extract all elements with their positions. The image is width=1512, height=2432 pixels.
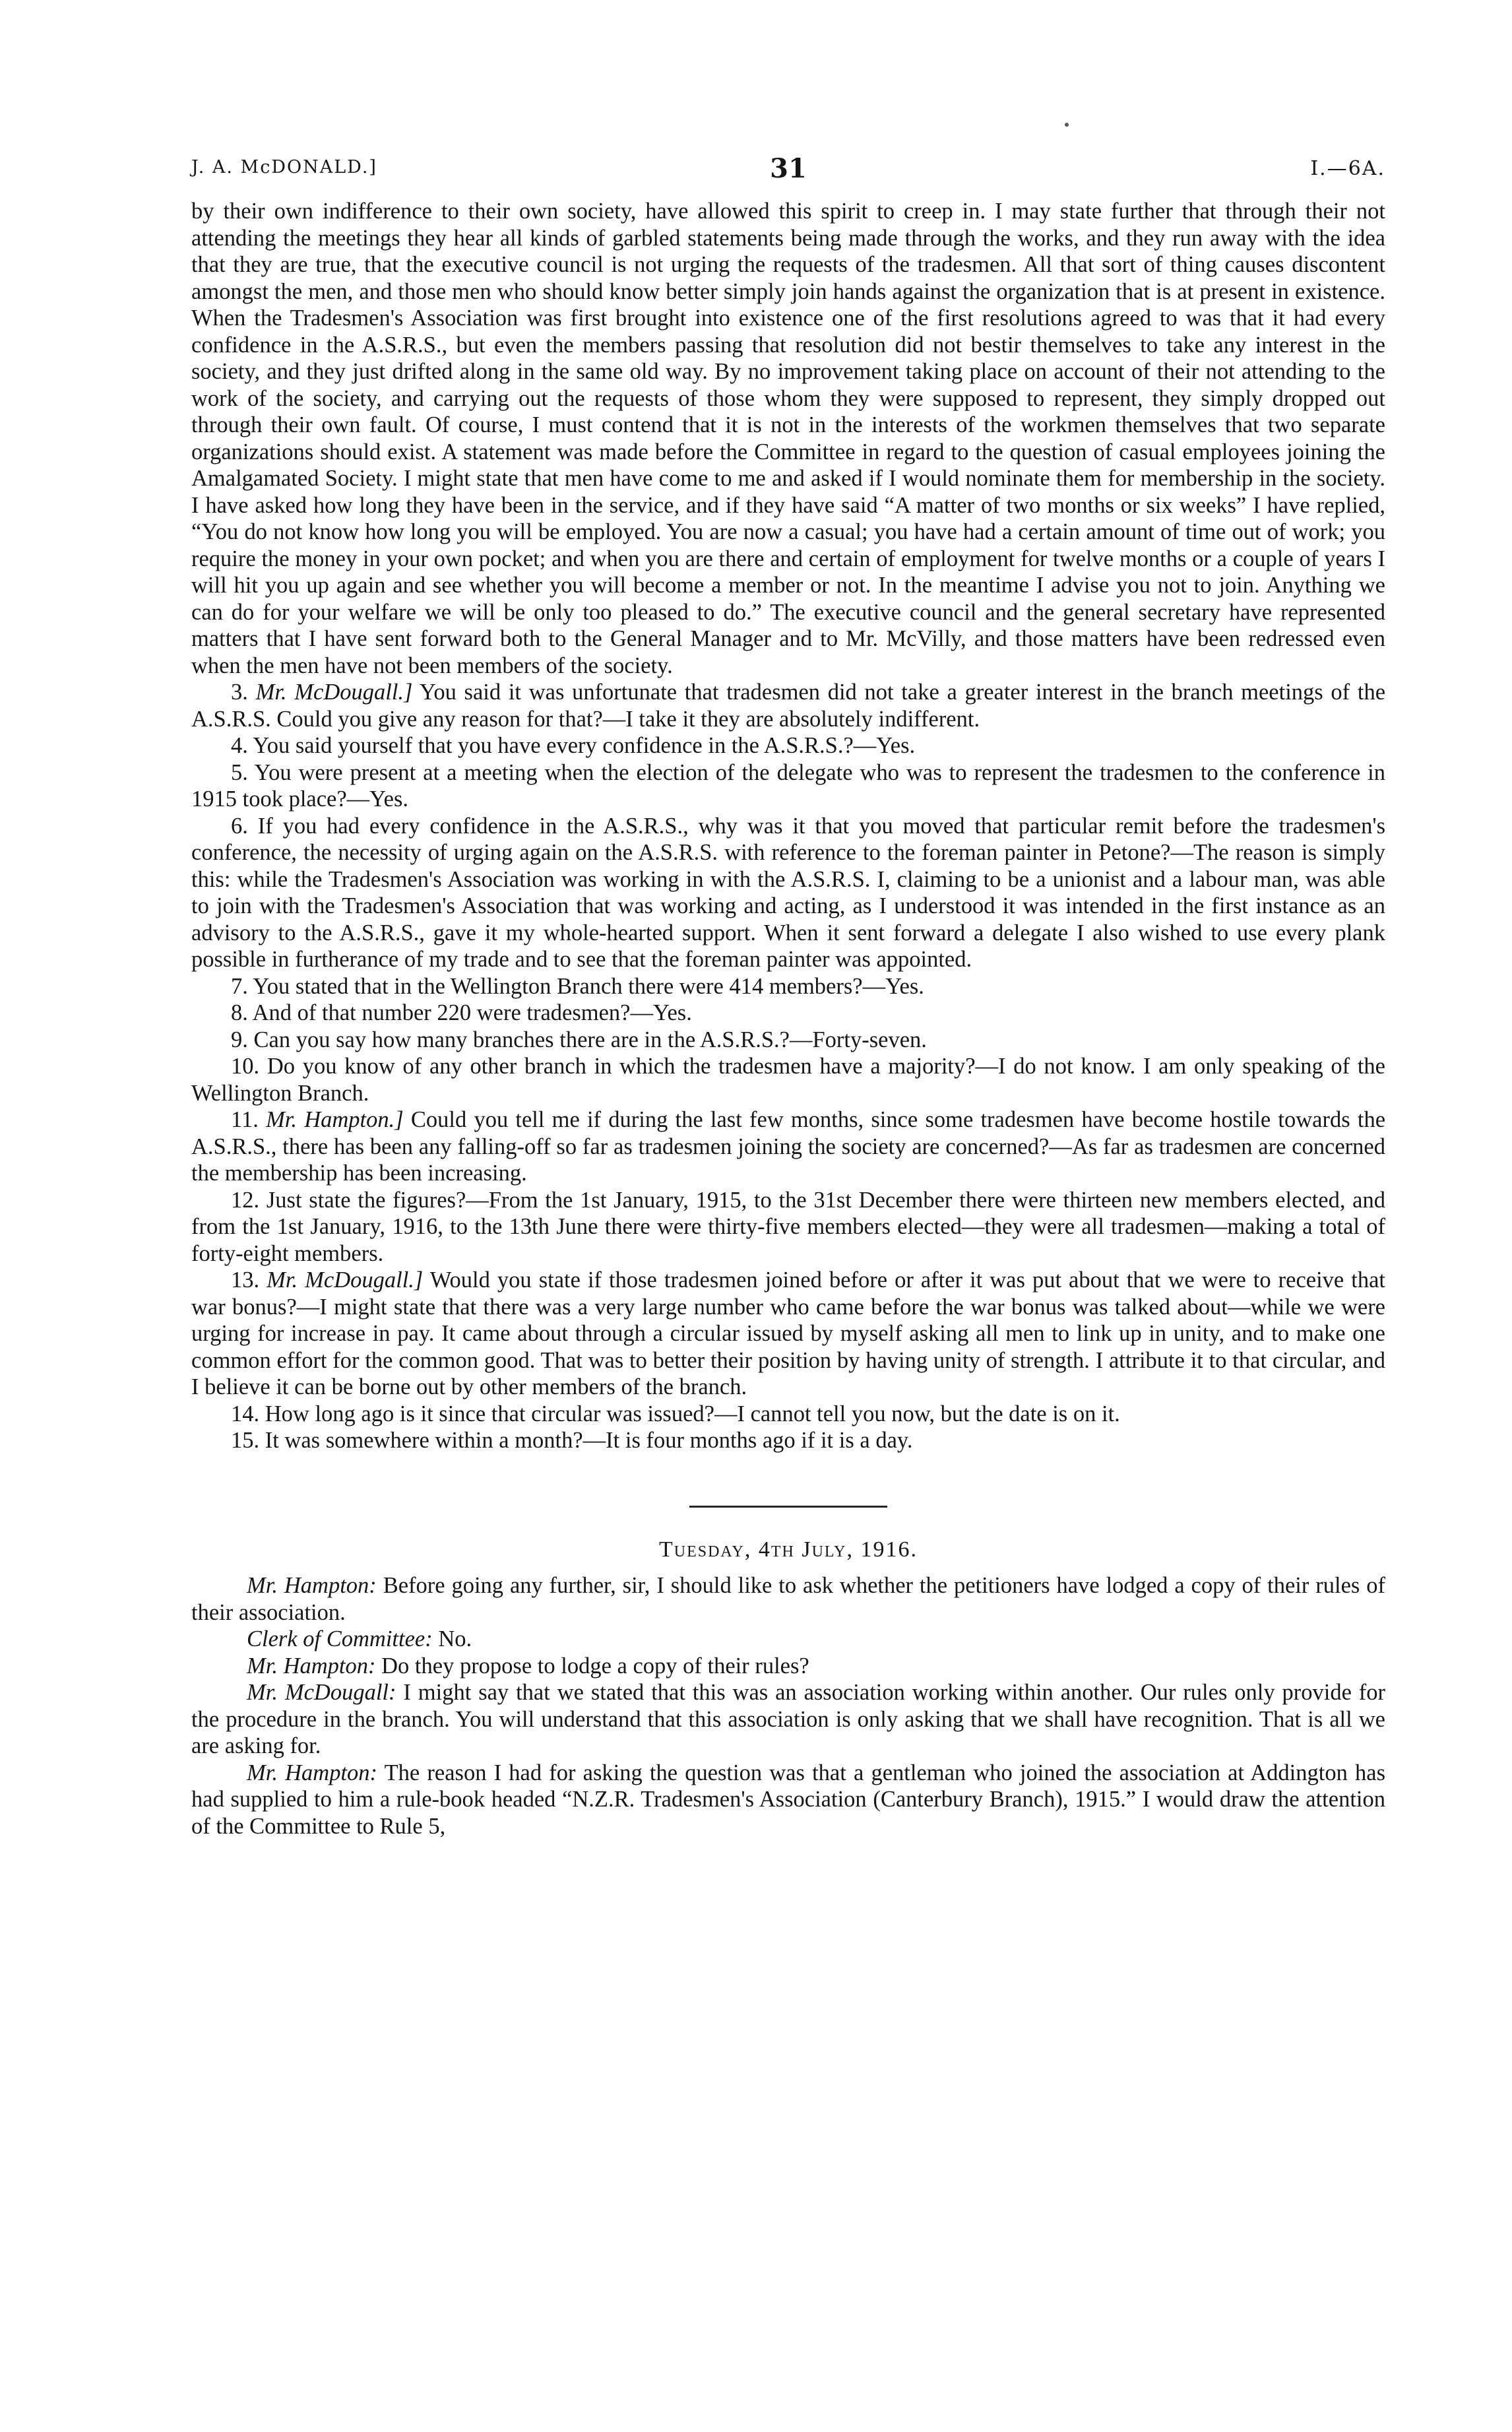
section-divider xyxy=(689,1506,887,1508)
question-number: 14. xyxy=(231,1401,260,1426)
question-number: 5. xyxy=(231,759,248,785)
question-number: 15. xyxy=(231,1428,260,1453)
question-number: 4. xyxy=(231,733,248,758)
speck-mark xyxy=(1065,123,1069,127)
header-paper-reference: I.—6A. xyxy=(1310,157,1385,180)
opening-paragraph: by their own indifference to their own society, have allowed this spirit to creep in. I may state further that through their not attending the meetings they hear all kinds of garbled statements being made through the works, and they run away with the idea that they are true, that the executive council is not urging the requests of the tradesmen. All that sort of thing causes discontent amongst the men, and those men who should know better simply join hands against the organization that is at present in existence. When the Tradesmen's Association was first brought into existence one of the first resolutions agreed to was that it had every confidence in the A.S.R.S., but even the members passing that resolution did not bestir themselves to take any interest in the society, and they just drifted along in the same old way. By no improvement taking place on account of their not attending to the work of the society, and carrying out the requests of those whom they were supposed to represent, they simply dropped out through their own fault. Of course, I must contend that it is not in the interests of the workmen themselves that two separate organizations should exist. A statement was made before the Committee in regard to the question of casual employees joining the Amalgamated Society. I might state that men have come to me and asked if I would nominate them for membership in the society. I have asked how long they have been in the service, and if they have said “A matter of two months or six weeks” I have replied, “You do not know how long you will be employed. You are now a casual; you have had a certain amount of time out of work; you require the money in your own pocket; and when you are there and certain of employment for twelve months or a couple of years I will hit you up again and see whether you will become a member or not. In the meantime I advise you not to join. Anything we can do for your welfare we will be only too pleased to do.” The executive council and the general secretary have represented matters that I have sent forward both to the General Manager and to Mr. McVilly, and those matters have been redressed even when the men have not been members of the society. xyxy=(191,199,1385,678)
speech-speaker: Mr. Hampton: xyxy=(247,1573,377,1598)
speech-speaker: Clerk of Committee: xyxy=(247,1626,433,1651)
question-number: 12. xyxy=(231,1187,260,1213)
question-number: 10. xyxy=(231,1054,260,1079)
speech-item xyxy=(191,1760,1385,1840)
question-item xyxy=(191,1187,1385,1267)
question-text: You said it was unfortunate that tradesmen did not take a greater interest in the branch meetings of the A.S.R.S. Could you give any reason for that?—I take it they are absolutely indifferent. xyxy=(191,680,1386,732)
speech-speaker: Mr. Hampton: xyxy=(247,1653,376,1679)
question-item xyxy=(191,1267,1385,1401)
question-item xyxy=(191,679,1385,732)
session-date: Tuesday, 4th July, 1916. xyxy=(658,1537,918,1562)
document-body xyxy=(191,198,1385,1840)
question-number: 11. xyxy=(231,1107,259,1132)
speech-item xyxy=(191,1626,1385,1653)
question-item xyxy=(191,759,1385,813)
speech-item xyxy=(191,1653,1385,1680)
question-item xyxy=(191,732,1385,759)
question-text: Do you know of any other branch in which the tradesmen have a majority?—I do not know. I am only speaking of the Wellington Branch. xyxy=(191,1054,1385,1106)
question-text: You stated that in the Wellington Branch there were 414 members?—Yes. xyxy=(253,973,924,999)
question-number: 13. xyxy=(231,1267,260,1293)
question-text: If you had every confidence in the A.S.R.S., why was it that you moved that particular remit before the tradesmen's conference, the necessity of urging again on the A.S.R.S. with reference to the foreman painter in Petone?—The reason is simply this: while the Tradesmen's Association was working in with the A.S.R.S. I, claiming to be a unionist and a labour man, was able to join with the Tradesmen's Association that was working and acting, as I understood it was intended in the first instance as an advisory to the A.S.R.S., gave it my whole-hearted support. When it sent forward a delegate I also wished to use every plank possible in furtherance of my trade and to see that the foreman painter was appointed. xyxy=(191,813,1386,972)
question-text: It was somewhere within a month?—It is four months ago if it is a day. xyxy=(265,1428,913,1453)
speech-text: I might say that we stated that this was an association working within another. Our rules only provide for the procedure in the branch. You will understand that this association is only asking that we shall have recognition. That is all we are asking for. xyxy=(191,1680,1386,1758)
speech-list xyxy=(191,1572,1385,1840)
speech-text: Before going any further, sir, I should like to ask whether the petitioners have lodged a copy of their rules of their association. xyxy=(191,1573,1385,1625)
speech-text: No. xyxy=(438,1626,472,1651)
speech-speaker: Mr. Hampton: xyxy=(247,1760,378,1785)
running-header xyxy=(191,153,1385,189)
question-item xyxy=(191,1106,1385,1187)
question-text: You said yourself that you have every confidence in the A.S.R.S.?—Yes. xyxy=(253,733,916,758)
question-item xyxy=(191,973,1385,1000)
question-speaker: Mr. Hampton.] xyxy=(266,1107,404,1132)
question-item xyxy=(191,1000,1385,1027)
question-text: Just state the figures?—From the 1st January, 1915, to the 31st December there were thirteen new members elected, and from the 1st January, 1916, to the 13th June there were thirty-five members elected—they were all tradesmen—making a total of forty-eight members. xyxy=(191,1187,1385,1266)
question-item xyxy=(191,1053,1385,1106)
speech-speaker: Mr. McDougall: xyxy=(247,1680,396,1705)
page-number: 31 xyxy=(770,153,807,184)
question-number: 9. xyxy=(231,1027,248,1052)
question-text: Would you state if those tradesmen joined before or after it was put about that we were to receive that war bonus?—I might state that there was a very large number who came before the war bonus was talked about—while we were urging for increase in pay. It came about through a circular issued by myself asking all men to link up in unity, and to make one common effort for the common good. That was to better their position by having unity of strength. I attribute it to that circular, and I believe it can be borne out by other members of the branch. xyxy=(191,1267,1385,1399)
speech-item xyxy=(191,1679,1385,1760)
session-date-heading xyxy=(191,1537,1385,1564)
question-list xyxy=(191,679,1385,1454)
speech-text: Do they propose to lodge a copy of their rules? xyxy=(381,1653,809,1679)
question-text: Can you say how many branches there are in the A.S.R.S.?—Forty-seven. xyxy=(253,1027,927,1052)
question-text: Could you tell me if during the last few months, since some tradesmen have become hostile towards the A.S.R.S., there has been any falling-off so far as tradesmen joining the society are concerned?—As far as tradesmen are concerned the membership has been increasing. xyxy=(191,1107,1386,1186)
question-item xyxy=(191,813,1385,973)
question-text: You were present at a meeting when the election of the delegate who was to represent the tradesmen to the conference in 1915 took place?—Yes. xyxy=(191,759,1385,812)
question-number: 8. xyxy=(231,1000,248,1025)
question-speaker: Mr. McDougall.] xyxy=(267,1267,424,1293)
question-item xyxy=(191,1401,1385,1428)
speech-item xyxy=(191,1572,1385,1626)
question-speaker: Mr. McDougall.] xyxy=(255,680,413,705)
question-item xyxy=(191,1427,1385,1454)
question-text: And of that number 220 were tradesmen?—Yes. xyxy=(252,1000,692,1025)
header-witness-name: J. A. McDONALD.] xyxy=(191,157,377,177)
question-item xyxy=(191,1027,1385,1054)
question-number: 3. xyxy=(231,680,248,705)
question-number: 7. xyxy=(231,973,248,999)
question-text: How long ago is it since that circular was issued?—I cannot tell you now, but the date is on it. xyxy=(265,1401,1120,1426)
speech-text: The reason I had for asking the question was that a gentleman who joined the association at Addington has had supplied to him a rule-book headed “N.Z.R. Tradesmen's Association (Canterbury Branch), 1915.” I would draw the attention of the Committee to Rule 5, xyxy=(191,1760,1385,1839)
question-number: 6. xyxy=(231,813,248,839)
